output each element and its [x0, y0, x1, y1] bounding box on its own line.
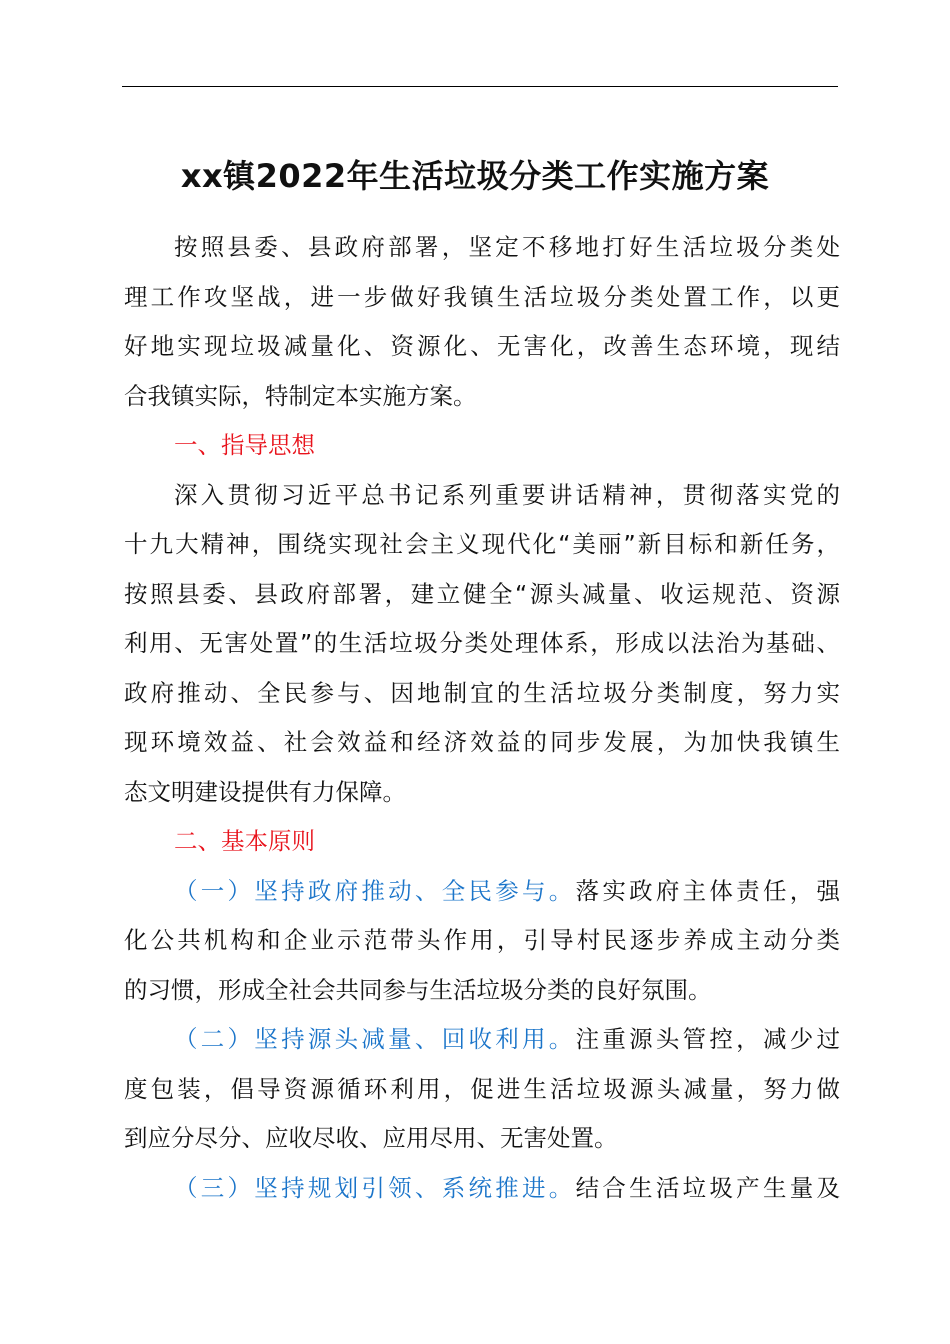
principle1-lead: （一）坚持政府推动、全民参与。 [174, 876, 576, 905]
principle2-first-line-rest: 注重源头管控，减少过 [575, 1025, 840, 1053]
intro-line: 理工作攻坚战，进一步做好我镇生活垃圾分类处置工作，以更 [124, 282, 840, 311]
principle3-lead: （三）坚持规划引领、系统推进。 [174, 1173, 576, 1202]
principle2-first-line [124, 1015, 840, 1065]
header-rule [122, 86, 838, 87]
principle1-line: 化公共机构和企业示范带头作用，引导村民逐步养成主动分类 [124, 926, 840, 954]
principle1-line: 的习惯，形成全社会共同参与生活垃圾分类的良好氛围。 [124, 975, 712, 1004]
section1-line: 按照县委、县政府部署，建立健全“源头减量、收运规范、资源 [124, 579, 840, 608]
principle2-line: 度包装，倡导资源循环利用，促进生活垃圾源头减量，努力做 [124, 1074, 840, 1103]
section-heading-basic-principles: 二、基本原则 [174, 827, 315, 855]
section-heading-guiding-ideology: 一、指导思想 [174, 431, 315, 459]
principle2-lead: （二）坚持源头减量、回收利用。 [174, 1025, 576, 1053]
principle3-first-line-rest: 结合生活垃圾产生量及 [575, 1173, 840, 1202]
intro-line: 按照县委、县政府部署，坚定不移地打好生活垃圾分类处 [174, 233, 840, 261]
section1-line: 现环境效益、社会效益和经济效益的同步发展，为加快我镇生 [124, 728, 840, 756]
section1-line: 政府推动、全民参与、因地制宜的生活垃圾分类制度，努力实 [124, 678, 840, 707]
principle3-first-line [124, 1164, 840, 1214]
principle1-first-line [124, 867, 840, 917]
section1-line: 态文明建设提供有力保障。 [124, 777, 406, 806]
document-body [124, 223, 840, 1213]
intro-line: 合我镇实际，特制定本实施方案。 [124, 381, 477, 410]
intro-line: 好地实现垃圾减量化、资源化、无害化，改善生态环境，现结 [124, 332, 840, 360]
document-title: xx镇2022年生活垃圾分类工作实施方案 [180, 157, 770, 195]
section1-line: 利用、无害处置”的生活垃圾分类处理体系，形成以法治为基础、 [124, 629, 840, 657]
principle1-first-line-rest: 落实政府主体责任，强 [575, 876, 840, 905]
principle2-line: 到应分尽分、应收尽收、应用尽用、无害处置。 [124, 1124, 618, 1152]
section1-line: 十九大精神，围绕实现社会主义现代化“美丽”新目标和新任务， [124, 530, 840, 558]
section1-line: 深入贯彻习近平总书记系列重要讲话精神，贯彻落实党的 [174, 480, 840, 509]
